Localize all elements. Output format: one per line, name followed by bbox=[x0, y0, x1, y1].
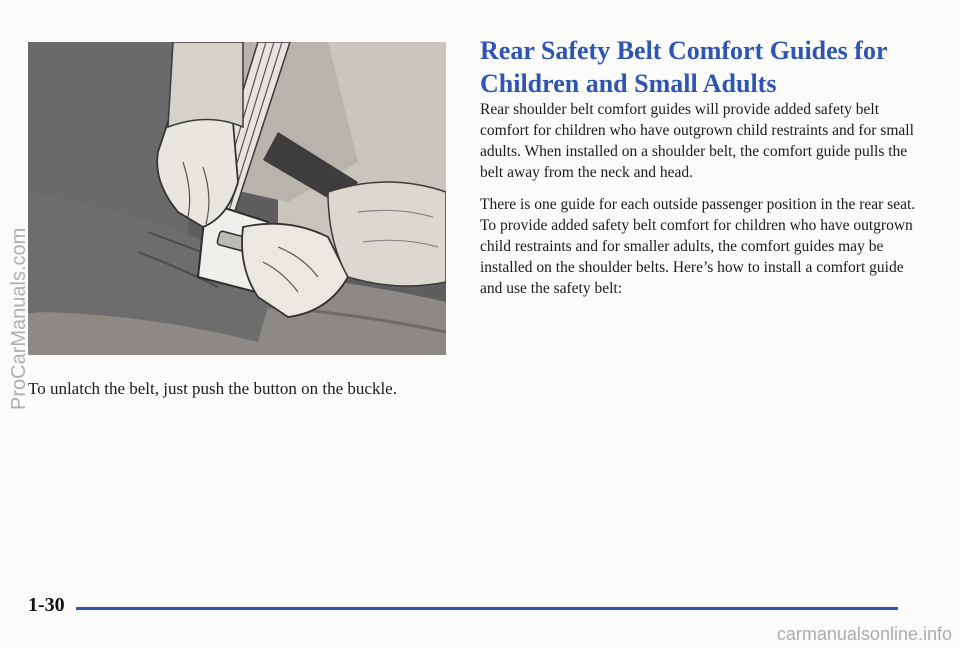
bottom-watermark: carmanualsonline.info bbox=[776, 624, 952, 644]
body-paragraph: There is one guide for each outside passenger position in the rear seat. To provide added safety belt comfort for children who have outgrown child restraints and for smaller adults, the comfort guides may be installed on the shoulder belts. Here’s how to install a comfort guide and use the safety belt: bbox=[480, 196, 916, 297]
side-watermark-text: ProCarManuals.com bbox=[8, 227, 30, 410]
buckle-illustration bbox=[28, 42, 446, 355]
body-paragraph: Rear shoulder belt comfort guides will provide added safety belt comfort for children who have outgrown child restraints and for small adults. When installed on a shoulder belt, the comfort guide pulls the belt away from the neck and head. bbox=[480, 101, 914, 181]
section-body bbox=[480, 99, 920, 310]
page-footer bbox=[0, 586, 960, 626]
section-heading-line-2: Children and Small Adults bbox=[480, 69, 777, 98]
section-heading bbox=[480, 34, 940, 100]
footer-rule bbox=[76, 607, 898, 610]
section-heading-line-1: Rear Safety Belt Comfort Guides for bbox=[480, 36, 888, 65]
illustration-caption: To unlatch the belt, just push the button on the buckle. bbox=[28, 379, 397, 398]
side-watermark bbox=[4, 205, 34, 415]
buckle-illustration-drawing bbox=[28, 42, 446, 355]
page-number: 1-30 bbox=[28, 594, 65, 616]
